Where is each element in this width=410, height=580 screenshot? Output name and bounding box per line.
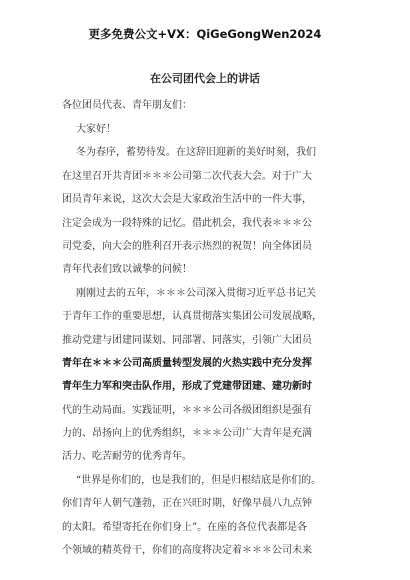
body-line: 你们青年人朝气蓬勃，正在兴旺时期，好像早晨八九点钟 [62, 498, 312, 510]
body-line: 推动党建与团建同谋划、同部署、同落实，引领广大团员 [62, 334, 312, 346]
promo-header: 更多免费公文+VX：QiGeGongWen2024 [88, 27, 322, 41]
body-line: 司党委，向大会的胜利召开表示热烈的祝贺！向全体团员 [62, 240, 312, 252]
body-line: 冬为春序，蓄势待发。在这辞旧迎新的美好时刻，我们 [76, 147, 316, 159]
body-line: 青年代表们致以诚挚的问候！ [62, 264, 192, 276]
body-line: 代的生动局面。实践证明，＊＊＊公司各级团组织是强有 [62, 404, 312, 416]
body-line: 团员青年来说，这次大会是大家政治生活中的一件大事， [62, 194, 312, 206]
body-line: 于青年工作的重要思想，认真贯彻落实集团公司发展战略， [62, 311, 322, 323]
body-line: 青年生力军和突击队作用，形成了党建带团建、建功新时 [62, 381, 312, 393]
body-line: 大家好！ [76, 124, 116, 135]
salutation: 各位团员代表、青年朋友们： [62, 100, 192, 111]
body-line: 的太阳。希望寄托在你们身上”。在座的各位代表都是各 [62, 521, 308, 533]
document-title: 在公司团代会上的讲话 [150, 72, 260, 85]
body-line: 刚刚过去的五年，＊＊＊公司深入贯彻习近平总书记关 [76, 287, 316, 299]
body-line: 活力、吃苦耐劳的优秀青年。 [62, 451, 192, 463]
body-line: 青年在＊＊＊公司高质量转型发展的火热实践中充分发挥 [62, 357, 312, 369]
document-body [62, 118, 352, 562]
body-line: 在这里召开共青团＊＊＊公司第二次代表大会。对于广大 [62, 170, 312, 182]
body-line: 个领域的精英骨干，你们的高度将决定着＊＊＊公司未来 [62, 545, 312, 557]
body-line: 力的、昂扬向上的优秀组织，＊＊＊公司广大青年是充满 [62, 428, 312, 440]
body-line: 注定会成为一段特殊的记忆。借此机会，我代表＊＊＊公 [62, 217, 312, 229]
body-line: “世界是你们的，也是我们的，但是归根结底是你们的。 [76, 474, 322, 486]
